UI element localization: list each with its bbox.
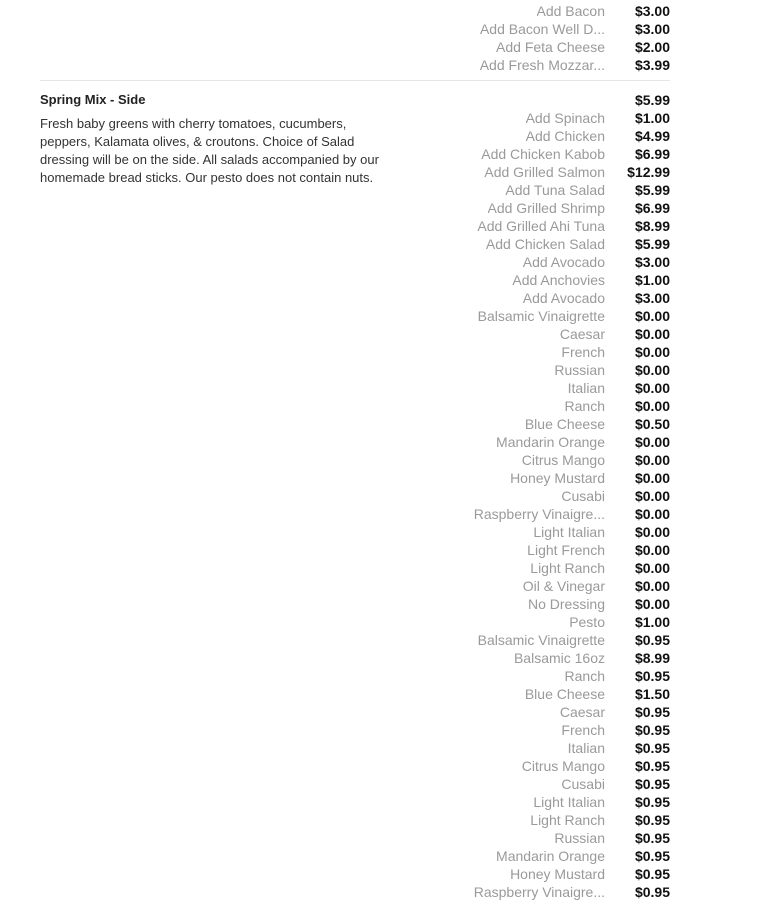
option-label: Add Grilled Ahi Tuna bbox=[477, 218, 605, 234]
option-label: Ranch bbox=[564, 398, 605, 414]
option-list bbox=[40, 2, 670, 74]
option-row[interactable] bbox=[40, 883, 670, 901]
option-row[interactable] bbox=[40, 127, 670, 145]
item-base-price: $5.99 bbox=[634, 92, 670, 108]
option-row[interactable] bbox=[40, 793, 670, 811]
option-row[interactable] bbox=[40, 433, 670, 451]
option-price: $6.99 bbox=[634, 146, 670, 162]
option-price: $3.00 bbox=[634, 3, 670, 19]
option-row[interactable] bbox=[40, 415, 670, 433]
option-price: $6.99 bbox=[634, 200, 670, 216]
option-price: $0.00 bbox=[634, 542, 670, 558]
option-label: Mandarin Orange bbox=[496, 434, 605, 450]
option-row[interactable] bbox=[40, 379, 670, 397]
option-row[interactable] bbox=[40, 271, 670, 289]
option-row[interactable] bbox=[40, 667, 670, 685]
option-price: $0.00 bbox=[634, 524, 670, 540]
option-row[interactable] bbox=[40, 685, 670, 703]
option-label: Cusabi bbox=[561, 776, 605, 792]
option-label: Citrus Mango bbox=[521, 452, 605, 468]
option-label: Add Grilled Salmon bbox=[484, 164, 605, 180]
option-row[interactable] bbox=[40, 199, 670, 217]
option-label: French bbox=[561, 722, 605, 738]
option-label: Light French bbox=[527, 542, 605, 558]
option-price: $5.99 bbox=[634, 182, 670, 198]
option-label: Italian bbox=[567, 740, 605, 756]
option-row[interactable] bbox=[40, 20, 670, 38]
option-price: $0.00 bbox=[634, 344, 670, 360]
option-row[interactable] bbox=[40, 289, 670, 307]
option-price: $2.00 bbox=[634, 39, 670, 55]
option-row[interactable] bbox=[40, 559, 670, 577]
option-row[interactable] bbox=[40, 109, 670, 127]
option-row[interactable] bbox=[40, 703, 670, 721]
option-price: $0.00 bbox=[634, 560, 670, 576]
option-row[interactable] bbox=[40, 829, 670, 847]
option-price: $0.95 bbox=[634, 866, 670, 882]
option-price: $3.00 bbox=[634, 21, 670, 37]
option-price: $0.00 bbox=[634, 578, 670, 594]
option-row[interactable] bbox=[40, 2, 670, 20]
option-price: $12.99 bbox=[627, 164, 670, 180]
option-label: Add Chicken Kabob bbox=[481, 146, 605, 162]
option-label: Light Ranch bbox=[530, 560, 605, 576]
option-label: No Dressing bbox=[527, 596, 605, 612]
option-price: $0.95 bbox=[634, 740, 670, 756]
option-label: Caesar bbox=[559, 326, 605, 342]
option-price: $0.00 bbox=[634, 488, 670, 504]
option-label: Raspberry Vinaigre... bbox=[473, 884, 605, 900]
option-label: Caesar bbox=[559, 704, 605, 720]
option-label: Add Bacon Well D... bbox=[479, 21, 605, 37]
option-price: $0.95 bbox=[634, 848, 670, 864]
option-row[interactable] bbox=[40, 56, 670, 74]
option-row[interactable] bbox=[40, 847, 670, 865]
option-row[interactable] bbox=[40, 469, 670, 487]
option-row[interactable] bbox=[40, 235, 670, 253]
option-label: Russian bbox=[554, 830, 605, 846]
option-price: $4.99 bbox=[634, 128, 670, 144]
item-title: Spring Mix - Side bbox=[40, 92, 146, 107]
option-label: Balsamic Vinaigrette bbox=[477, 632, 605, 648]
option-row[interactable] bbox=[40, 307, 670, 325]
option-price: $0.00 bbox=[634, 308, 670, 324]
option-row[interactable] bbox=[40, 397, 670, 415]
option-label: Add Avocado bbox=[522, 290, 605, 306]
option-label: Add Fresh Mozzar... bbox=[479, 57, 605, 73]
option-price: $0.95 bbox=[634, 668, 670, 684]
option-row[interactable] bbox=[40, 451, 670, 469]
option-label: Add Anchovies bbox=[512, 272, 605, 288]
option-label: Honey Mustard bbox=[510, 866, 605, 882]
option-price: $0.00 bbox=[634, 506, 670, 522]
option-price: $0.50 bbox=[634, 416, 670, 432]
option-price: $0.00 bbox=[634, 326, 670, 342]
option-row[interactable] bbox=[40, 721, 670, 739]
option-price: $0.95 bbox=[634, 722, 670, 738]
option-label: Mandarin Orange bbox=[496, 848, 605, 864]
option-label: Add Feta Cheese bbox=[496, 39, 605, 55]
option-row[interactable] bbox=[40, 505, 670, 523]
option-label: Light Italian bbox=[533, 794, 605, 810]
option-price: $8.99 bbox=[634, 650, 670, 666]
option-label: Add Chicken Salad bbox=[485, 236, 605, 252]
option-price: $0.00 bbox=[634, 380, 670, 396]
option-price: $1.00 bbox=[634, 272, 670, 288]
option-row[interactable] bbox=[40, 613, 670, 631]
option-row[interactable] bbox=[40, 523, 670, 541]
option-price: $0.00 bbox=[634, 452, 670, 468]
option-label: Citrus Mango bbox=[521, 758, 605, 774]
option-label: Italian bbox=[567, 380, 605, 396]
option-price: $0.95 bbox=[634, 776, 670, 792]
option-price: $3.99 bbox=[634, 57, 670, 73]
option-row[interactable] bbox=[40, 181, 670, 199]
option-price: $0.00 bbox=[634, 362, 670, 378]
option-row[interactable] bbox=[40, 739, 670, 757]
option-price: $1.50 bbox=[634, 686, 670, 702]
option-row[interactable] bbox=[40, 577, 670, 595]
option-label: Pesto bbox=[569, 614, 605, 630]
option-label: Blue Cheese bbox=[524, 416, 605, 432]
option-list bbox=[40, 109, 670, 901]
option-row[interactable] bbox=[40, 487, 670, 505]
option-label: Light Italian bbox=[533, 524, 605, 540]
option-label: Light Ranch bbox=[530, 812, 605, 828]
option-row[interactable] bbox=[40, 811, 670, 829]
option-label: Add Avocado bbox=[522, 254, 605, 270]
option-price: $0.95 bbox=[634, 758, 670, 774]
option-price: $0.00 bbox=[634, 596, 670, 612]
option-price: $8.99 bbox=[634, 218, 670, 234]
option-label: French bbox=[561, 344, 605, 360]
option-row[interactable] bbox=[40, 595, 670, 613]
option-label: Blue Cheese bbox=[524, 686, 605, 702]
option-row[interactable] bbox=[40, 649, 670, 667]
option-label: Balsamic Vinaigrette bbox=[477, 308, 605, 324]
option-row[interactable] bbox=[40, 775, 670, 793]
option-row[interactable] bbox=[40, 325, 670, 343]
option-label: Ranch bbox=[564, 668, 605, 684]
option-price: $0.00 bbox=[634, 434, 670, 450]
option-label: Oil & Vinegar bbox=[522, 578, 605, 594]
option-price: $0.00 bbox=[634, 470, 670, 486]
option-row[interactable] bbox=[40, 865, 670, 883]
option-price: $0.95 bbox=[634, 632, 670, 648]
option-label: Honey Mustard bbox=[510, 470, 605, 486]
option-row[interactable] bbox=[40, 38, 670, 56]
option-row[interactable] bbox=[40, 541, 670, 559]
item-description: Fresh baby greens with cherry tomatoes, cucumbers, peppers, Kalamata olives, & croutons. Choice of Salad dressing will be on the side. All salads accompanied by our homemade bread sticks. Our pesto does not contain nuts. bbox=[40, 116, 379, 185]
option-row[interactable] bbox=[40, 343, 670, 361]
option-row[interactable] bbox=[40, 757, 670, 775]
option-label: Add Spinach bbox=[525, 110, 605, 126]
option-price: $0.95 bbox=[634, 704, 670, 720]
option-price: $1.00 bbox=[634, 110, 670, 126]
option-price: $0.95 bbox=[634, 884, 670, 900]
option-row[interactable] bbox=[40, 361, 670, 379]
option-price: $3.00 bbox=[634, 290, 670, 306]
option-price: $1.00 bbox=[634, 614, 670, 630]
option-row[interactable] bbox=[40, 217, 670, 235]
option-price: $0.95 bbox=[634, 794, 670, 810]
item-divider bbox=[40, 80, 670, 81]
option-row[interactable] bbox=[40, 253, 670, 271]
option-price: $0.95 bbox=[634, 812, 670, 828]
option-price: $5.99 bbox=[634, 236, 670, 252]
option-label: Balsamic 16oz bbox=[513, 650, 605, 666]
option-row[interactable] bbox=[40, 145, 670, 163]
option-label: Add Grilled Shrimp bbox=[487, 200, 605, 216]
option-row[interactable] bbox=[40, 631, 670, 649]
option-row[interactable] bbox=[40, 163, 670, 181]
option-label: Add Bacon bbox=[536, 3, 605, 19]
option-label: Add Tuna Salad bbox=[505, 182, 605, 198]
option-price: $0.95 bbox=[634, 830, 670, 846]
option-label: Raspberry Vinaigre... bbox=[473, 506, 605, 522]
option-label: Cusabi bbox=[561, 488, 605, 504]
option-price: $0.00 bbox=[634, 398, 670, 414]
option-label: Add Chicken bbox=[525, 128, 605, 144]
option-price: $3.00 bbox=[634, 254, 670, 270]
option-label: Russian bbox=[554, 362, 605, 378]
